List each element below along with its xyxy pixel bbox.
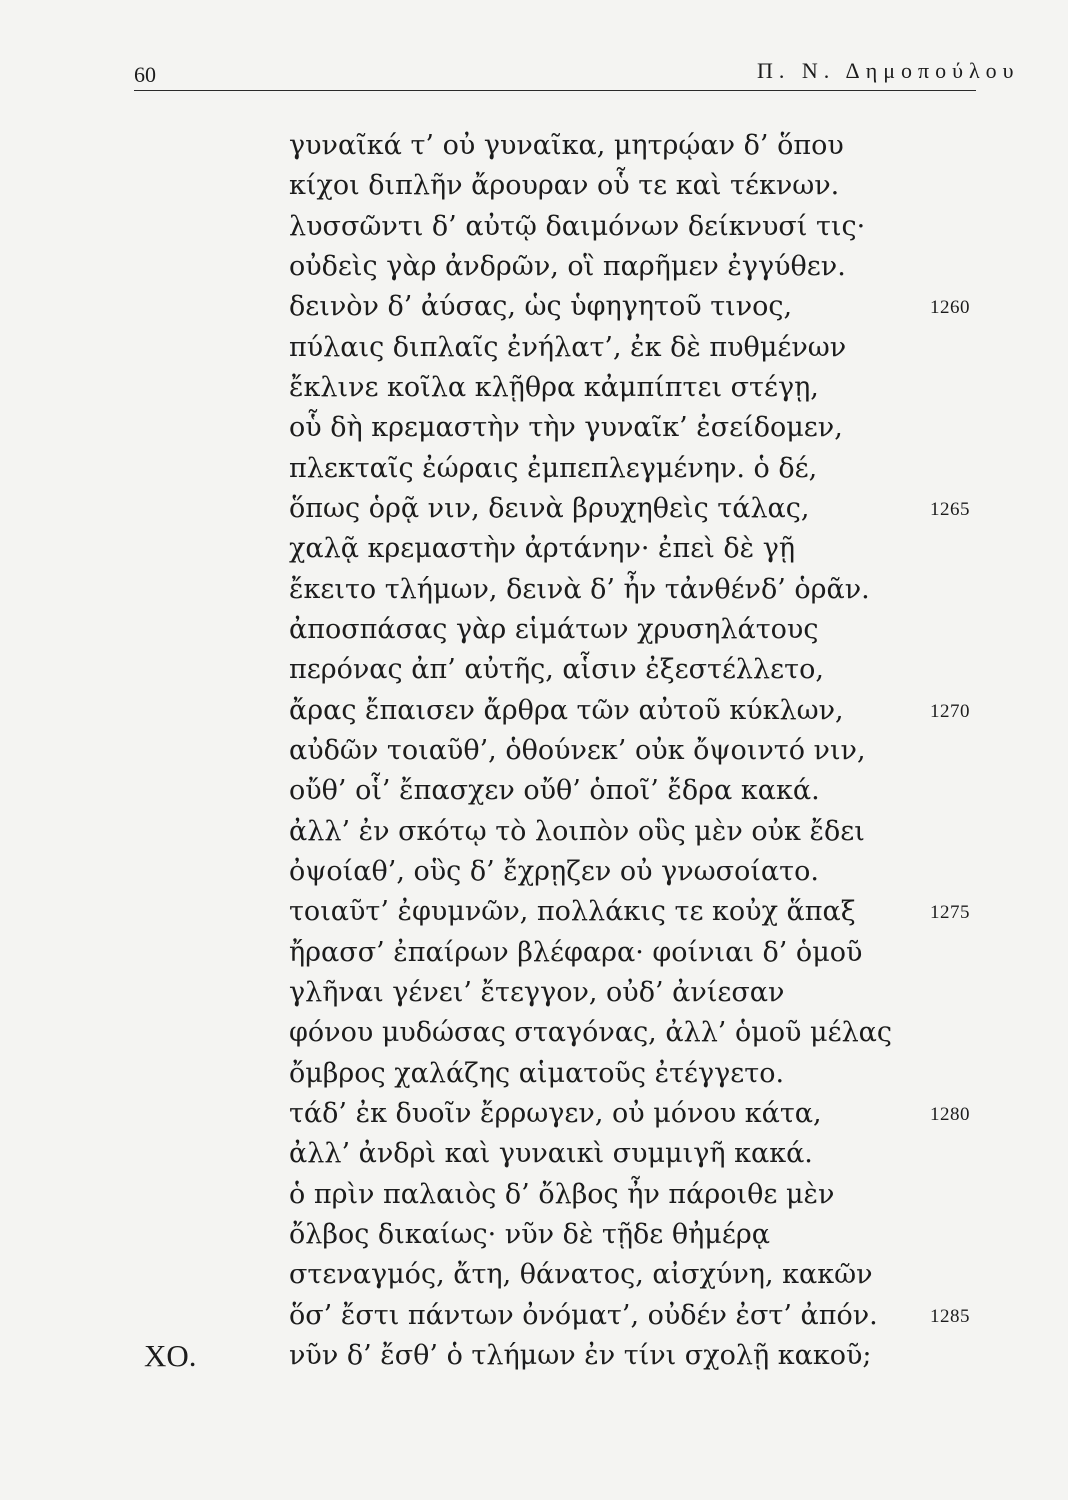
line-number: 1265 [930, 498, 970, 520]
verse-line [0, 489, 1068, 529]
verse-line [0, 933, 1068, 973]
verse-text: νῦν δ’ ἔσθ’ ὁ τλήμων ἐν τίνι σχολῇ κακοῦ; [289, 1339, 872, 1371]
verse-line [0, 812, 1068, 852]
verse-line [0, 1054, 1068, 1094]
verse-text: πύλαις διπλαῖς ἐνήλατ’, ἐκ δὲ πυθμένων [289, 331, 847, 363]
verse-line [0, 650, 1068, 690]
verse-text: στεναγμός, ἄτη, θάνατος, αἰσχύνη, κακῶν [289, 1259, 873, 1291]
line-number: 1270 [930, 700, 970, 722]
verse-line [0, 892, 1068, 932]
verse-text: κίχοι διπλῆν ἄρουραν οὗ τε καὶ τέκνων. [289, 170, 840, 202]
verse-line [0, 1215, 1068, 1255]
verse-text: αὐδῶν τοιαῦθ’, ὁθούνεκ’ οὐκ ὄψοιντό νιν, [289, 734, 866, 766]
verse-text: περόνας ἀπ’ αὐτῆς, αἷσιν ἐξεστέλλετο, [289, 654, 824, 686]
verse-text: πλεκταῖς ἐώραις ἐμπεπλεγμένην. ὁ δέ, [289, 452, 818, 484]
verse-text: ὅπως ὁρᾷ νιν, δεινὰ βρυχηθεὶς τάλας, [289, 492, 810, 524]
verse-text: οὐδεὶς γὰρ ἀνδρῶν, οἳ παρῆμεν ἐγγύθεν. [289, 250, 846, 282]
verse-text: χαλᾷ κρεμαστὴν ἀρτάνην· ἐπεὶ δὲ γῇ [289, 533, 796, 565]
verse-text: λυσσῶντι δ’ αὐτῷ δαιμόνων δείκνυσί τις· [289, 210, 866, 242]
verse-line [0, 166, 1068, 206]
verse-text: οὗ δὴ κρεμαστὴν τὴν γυναῖκ’ ἐσείδομεν, [289, 412, 843, 444]
header-rule [134, 90, 976, 91]
verse-text: τάδ’ ἐκ δυοῖν ἔρρωγεν, οὐ μόνου κάτα, [289, 1097, 822, 1129]
running-head: Π. Ν. Δημοπούλου [757, 58, 1020, 83]
verse-line [0, 1255, 1068, 1295]
verse-line [0, 247, 1068, 287]
verse-text: γλῆναι γένει’ ἔτεγγον, οὐδ’ ἀνίεσαν [289, 976, 785, 1008]
speaker-label: ΧΟ. [144, 1337, 197, 1373]
verse-line [0, 610, 1068, 650]
line-number: 1280 [930, 1103, 970, 1125]
verse-line [0, 207, 1068, 247]
verse-line [0, 852, 1068, 892]
verse-lines [0, 126, 1068, 1376]
line-number: 1275 [930, 902, 970, 924]
verse-text: ἔκειτο τλήμων, δεινὰ δ’ ἦν τἀνθένδ’ ὁρᾶν. [289, 573, 870, 605]
verse-line [0, 570, 1068, 610]
verse-line [0, 126, 1068, 166]
verse-text: ἄρας ἔπαισεν ἄρθρα τῶν αὐτοῦ κύκλων, [289, 694, 844, 726]
verse-text: ὄλβος δικαίως· νῦν δὲ τῇδε θἠμέρᾳ [289, 1218, 770, 1250]
verse-line [0, 368, 1068, 408]
verse-text: ἀποσπάσας γὰρ εἱμάτων χρυσηλάτους [289, 613, 819, 645]
verse-line [0, 449, 1068, 489]
verse-text: ὅσ’ ἔστι πάντων ὀνόματ’, οὐδέν ἐστ’ ἀπόν. [289, 1299, 878, 1331]
page-number: 60 [134, 62, 156, 87]
verse-text: τοιαῦτ’ ἐφυμνῶν, πολλάκις τε κοὐχ ἅπαξ [289, 896, 856, 928]
verse-line [0, 691, 1068, 731]
verse-line [0, 1013, 1068, 1053]
verse-text: δεινὸν δ’ ἀύσας, ὡς ὑφηγητοῦ τινος, [289, 291, 793, 323]
verse-text: γυναῖκά τ’ οὐ γυναῖκα, μητρῴαν δ’ ὅπου [289, 130, 844, 161]
verse-text: ἤρασσ’ ἐπαίρων βλέφαρα· φοίνιαι δ’ ὁμοῦ [289, 936, 863, 968]
verse-line [0, 1336, 1068, 1376]
verse-text: φόνου μυδώσας σταγόνας, ἀλλ’ ὁμοῦ μέλας [289, 1017, 893, 1049]
verse-text: οὔθ’ οἷ’ ἔπασχεν οὔθ’ ὁποῖ’ ἔδρα κακά. [289, 775, 820, 807]
verse-line [0, 1296, 1068, 1336]
verse-text: ἀλλ’ ἐν σκότῳ τὸ λοιπὸν οὓς μὲν οὐκ ἔδει [289, 815, 865, 847]
verse-line [0, 973, 1068, 1013]
verse-line [0, 328, 1068, 368]
line-number: 1285 [930, 1305, 970, 1327]
verse-line [0, 771, 1068, 811]
verse-line [0, 1134, 1068, 1174]
verse-line [0, 1175, 1068, 1215]
line-number: 1260 [930, 297, 970, 319]
verse-line [0, 1094, 1068, 1134]
verse-text: ἔκλινε κοῖλα κλῇθρα κἀμπίπτει στέγῃ, [289, 371, 819, 403]
verse-text: ὁ πρὶν παλαιὸς δ’ ὄλβος ἦν πάροιθε μὲν [289, 1178, 835, 1210]
verse-text: ὄμβρος χαλάζης αἱματοῦς ἐτέγγετο. [289, 1057, 785, 1089]
verse-text: ἀλλ’ ἀνδρὶ καὶ γυναικὶ συμμιγῆ κακά. [289, 1138, 813, 1170]
verse-line [0, 529, 1068, 569]
verse-line [0, 287, 1068, 327]
verse-line [0, 408, 1068, 448]
verse-line [0, 731, 1068, 771]
verse-text: ὀψοίαθ’, οὓς δ’ ἔχρῃζεν οὐ γνωσοίατο. [289, 855, 819, 887]
